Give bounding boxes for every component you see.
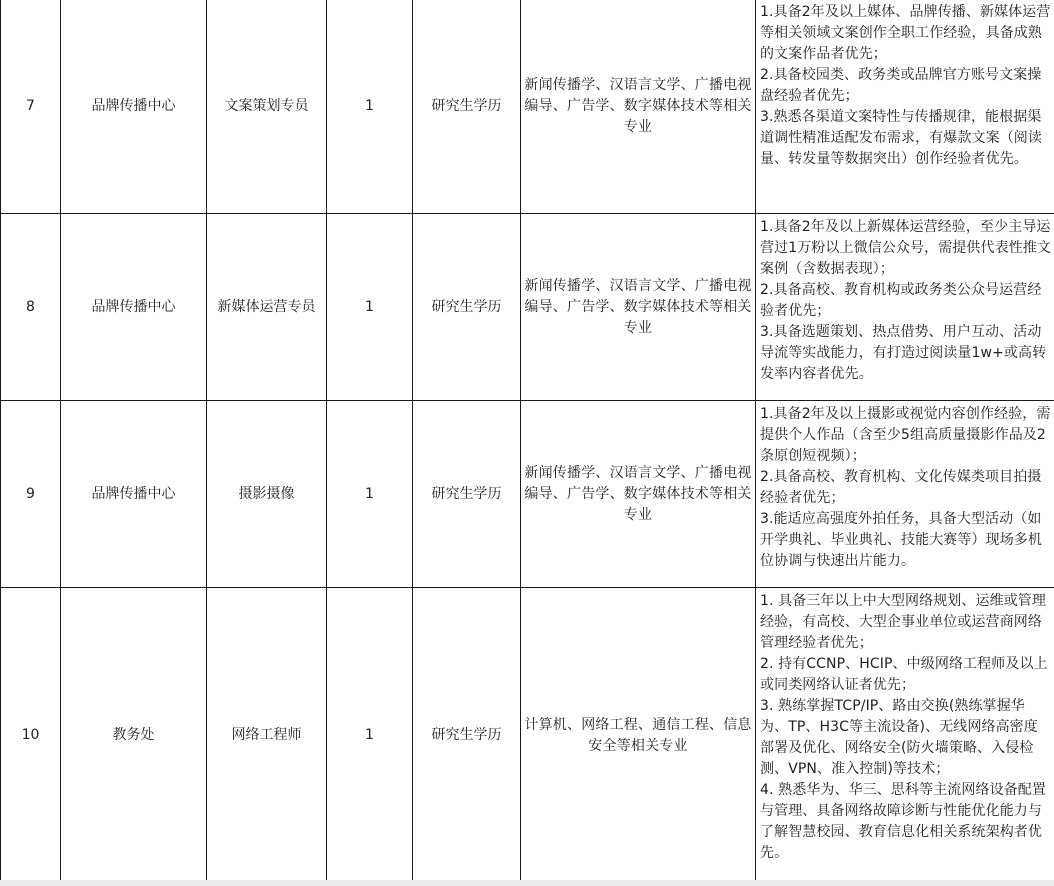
row-number: 8 (1, 214, 61, 401)
table-row (1, 214, 1054, 401)
major-cell: 新闻传播学、汉语言文学、广播电视编导、广告学、数字媒体技术等相关专业 (521, 401, 756, 588)
requirement-item: 2.具备高校、教育机构或政务类公众号运营经验者优先； (760, 282, 1042, 319)
requirement-item: 3.能适应高强度外拍任务，具备大型活动（如开学典礼、毕业典礼、技能大赛等）现场多机位协调与快速出片能力。 (760, 511, 1042, 569)
page-bottom-edge (0, 880, 1054, 886)
major-cell: 新闻传播学、汉语言文学、广播电视编导、广告学、数字媒体技术等相关专业 (521, 214, 756, 401)
education-cell: 研究生学历 (413, 0, 521, 214)
education-cell: 研究生学历 (413, 214, 521, 401)
table-row (1, 401, 1054, 588)
education-cell: 研究生学历 (413, 588, 521, 884)
requirement-item: 1.具备2年及以上媒体、品牌传播、新媒体运营等相关领域文案创作全职工作经验，具备成熟的文案作品者优先； (760, 4, 1051, 62)
requirements-cell (756, 0, 1054, 214)
requirement-item: 3.熟悉各渠道文案特性与传播规律，能根据渠道调性精准适配发布需求，有爆款文案（阅读量、转发量等数据突出）创作经验者优先。 (760, 109, 1042, 167)
requirement-item: 2.具备校园类、政务类或品牌官方账号文案操盘经验者优先； (760, 67, 1042, 104)
requirement-item: 1.具备2年及以上新媒体运营经验，至少主导运营过1万粉以上微信公众号，需提供代表性推文案例（含数据表现）； (760, 219, 1052, 277)
row-number: 7 (1, 0, 61, 214)
requirement-item: 2.具备高校、教育机构、文化传媒类项目拍摄经验者优先； (760, 469, 1042, 506)
headcount-cell: 1 (327, 0, 413, 214)
requirement-item: 2. 持有CCNP、HCIP、中级网络工程师及以上或同类网络认证者优先； (760, 656, 1048, 693)
position-cell: 文案策划专员 (207, 0, 327, 214)
major-cell: 新闻传播学、汉语言文学、广播电视编导、广告学、数字媒体技术等相关专业 (521, 0, 756, 214)
department-cell: 品牌传播中心 (61, 0, 207, 214)
row-number: 10 (1, 588, 61, 884)
row-number: 9 (1, 401, 61, 588)
major-cell: 计算机、网络工程、通信工程、信息安全等相关专业 (521, 588, 756, 884)
requirements-cell (756, 588, 1054, 884)
department-cell: 品牌传播中心 (61, 214, 207, 401)
headcount-cell: 1 (327, 401, 413, 588)
education-cell: 研究生学历 (413, 401, 521, 588)
headcount-cell: 1 (327, 214, 413, 401)
requirement-item: 3. 熟练掌握TCP/IP、路由交换(熟练掌握华为、TP、H3C等主流设备)、无线网络高密度部署及优化、网络安全(防火墙策略、入侵检测、VPN、准入控制)等技术； (760, 698, 1038, 777)
headcount-cell: 1 (327, 588, 413, 884)
requirements-cell (756, 401, 1054, 588)
table-row (1, 588, 1054, 884)
department-cell: 教务处 (61, 588, 207, 884)
table-row (1, 0, 1054, 214)
position-cell: 摄影摄像 (207, 401, 327, 588)
position-cell: 网络工程师 (207, 588, 327, 884)
requirement-item: 1.具备2年及以上摄影或视觉内容创作经验，需提供个人作品（含至少5组高质量摄影作品及2条原创短视频）； (760, 406, 1051, 464)
requirement-item: 3.具备选题策划、热点借势、用户互动、活动导流等实战能力，有打造过阅读量1w+或高转发率内容者优先。 (760, 324, 1047, 382)
position-cell: 新媒体运营专员 (207, 214, 327, 401)
requirements-cell (756, 214, 1054, 401)
requirement-item: 1. 具备三年以上中大型网络规划、运维或管理经验，有高校、大型企事业单位或运营商网络管理经验者优先； (760, 593, 1047, 651)
requirement-item: 4. 熟悉华为、华三、思科等主流网络设备配置与管理、具备网络故障诊断与性能优化能力与了解智慧校园、教育信息化相关系统架构者优先。 (760, 782, 1047, 861)
department-cell: 品牌传播中心 (61, 401, 207, 588)
